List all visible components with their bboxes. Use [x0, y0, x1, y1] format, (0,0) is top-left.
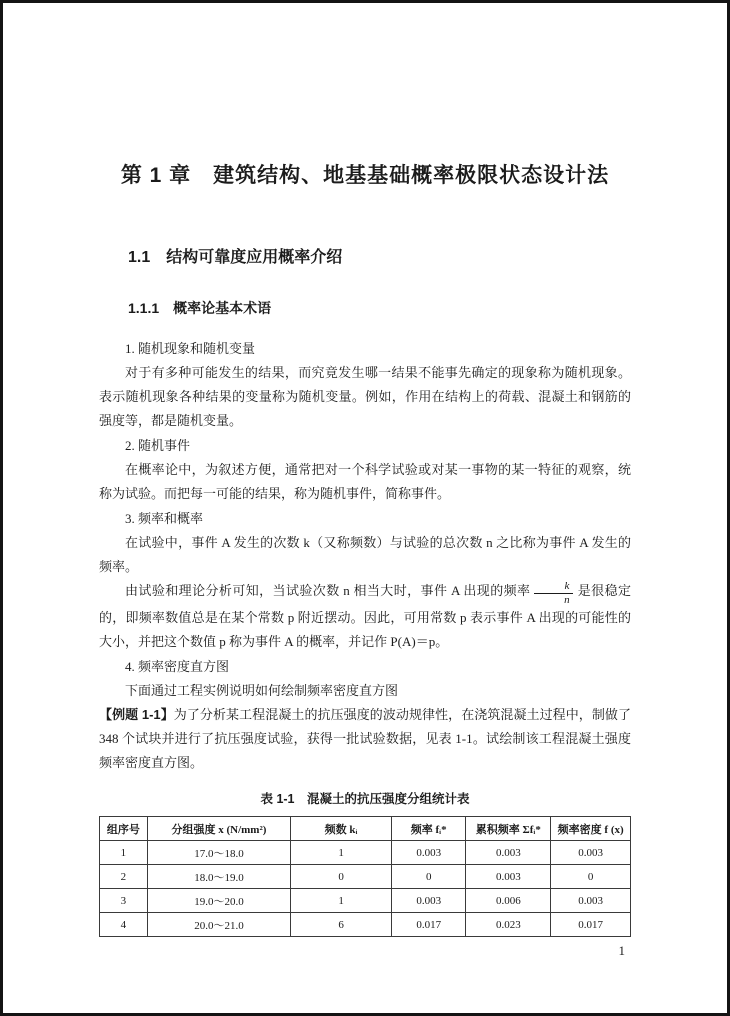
paragraph-probability-part-b: 是很稳定的，即频率数值总是在某个常数 p 附近摆动。因此，可用常数 p 表示事件 A 出现的可能性的大小，并把这个数值 p 称为事件 A 的概率，并记作 P(A)＝p。: [99, 583, 631, 650]
paragraph-probability-definition: [99, 579, 631, 654]
table-cell: 4: [100, 913, 148, 937]
table-header-frequency: 频率 fᵢ*: [392, 817, 466, 841]
fraction-denominator: n: [564, 594, 570, 607]
table-cell: 0.003: [551, 889, 631, 913]
table-cell: 6: [291, 913, 392, 937]
table-header-cumulative-frequency: 累积频率 Σfᵢ*: [466, 817, 551, 841]
table-header-strength-range: 分组强度 x (N/mm²): [147, 817, 290, 841]
page-content: [3, 161, 727, 937]
subsection-title: 1.1.1 概率论基本术语: [128, 300, 272, 316]
table-cell: 3: [100, 889, 148, 913]
table-cell: 0: [291, 865, 392, 889]
table-cell: 0.006: [466, 889, 551, 913]
table-cell: 0.017: [551, 913, 631, 937]
table-cell: 0.003: [551, 841, 631, 865]
table-cell: 0.017: [392, 913, 466, 937]
list-heading-frequency-histogram: 4. 频率密度直方图: [125, 659, 230, 675]
page-number: 1: [618, 943, 625, 958]
table-cell: 0: [392, 865, 466, 889]
table-header-frequency-density: 频率密度 f (x): [551, 817, 631, 841]
paragraph-histogram-intro: 下面通过工程实例说明如何绘制频率密度直方图: [125, 683, 399, 699]
paragraph-example-1-1: [99, 703, 631, 775]
example-body: 为了分析某工程混凝土的抗压强度的波动规律性，在浇筑混凝土过程中，制做了 348 个试块并进行了抗压强度试验，获得一批试验数据，见表 1-1。试绘制该工程混凝土强度频率密度直方图。: [99, 707, 631, 771]
table-row: [100, 841, 631, 865]
table-cell: 1: [291, 841, 392, 865]
list-heading-random-phenomena: 1. 随机现象和随机变量: [125, 341, 256, 356]
table-caption: 表 1-1 混凝土的抗压强度分组统计表: [260, 792, 470, 807]
paragraph-frequency-definition: 在试验中，事件 A 发生的次数 k（又称频数）与试验的总次数 n 之比称为事件 A 发生的频率。: [99, 535, 631, 574]
table-cell: 18.0～19.0: [147, 865, 290, 889]
table-cell: 0.003: [466, 865, 551, 889]
example-label: 【例题 1-1】: [99, 707, 174, 723]
table-cell: 0.023: [466, 913, 551, 937]
table-cell: 1: [100, 841, 148, 865]
fraction-k-over-n: [534, 581, 573, 606]
table-cell: 1: [291, 889, 392, 913]
table-cell: 0.003: [466, 841, 551, 865]
table-row: [100, 865, 631, 889]
table-row: [100, 889, 631, 913]
table-cell: 0: [551, 865, 631, 889]
table-cell: 2: [100, 865, 148, 889]
paragraph-probability-part-a: 由试验和理论分析可知，当试验次数 n 相当大时，事件 A 出现的频率: [125, 583, 531, 598]
table-header-frequency-count: 频数 kᵢ: [291, 817, 392, 841]
table-row: [100, 913, 631, 937]
fraction-numerator: k: [534, 581, 573, 594]
table-header-row: [100, 817, 631, 841]
data-table: [99, 816, 631, 937]
paragraph-random-phenomena: 对于有多种可能发生的结果，而究竟发生哪一结果不能事先确定的现象称为随机现象。表示随机现象各种结果的变量称为随机变量。例如，作用在结构上的荷载、混凝土和钢筋的强度等，都是随机变量。: [99, 365, 631, 428]
table-cell: 20.0～21.0: [147, 913, 290, 937]
body-text: [99, 337, 631, 775]
table-cell: 0.003: [392, 841, 466, 865]
paragraph-random-events: 在概率论中，为叙述方便，通常把对一个科学试验或对某一事物的某一特征的观察，统称为试验。而把每一可能的结果，称为随机事件，简称事件。: [99, 462, 631, 501]
table-cell: 19.0～20.0: [147, 889, 290, 913]
table-cell: 0.003: [392, 889, 466, 913]
list-heading-frequency-probability: 3. 频率和概率: [125, 511, 204, 526]
table-header-group-no: 组序号: [100, 817, 148, 841]
chapter-title: 第 1 章 建筑结构、地基基础概率极限状态设计法: [120, 164, 610, 187]
list-heading-random-events: 2. 随机事件: [125, 438, 191, 453]
section-title: 1.1 结构可靠度应用概率介绍: [128, 249, 343, 266]
table-cell: 17.0～18.0: [147, 841, 290, 865]
